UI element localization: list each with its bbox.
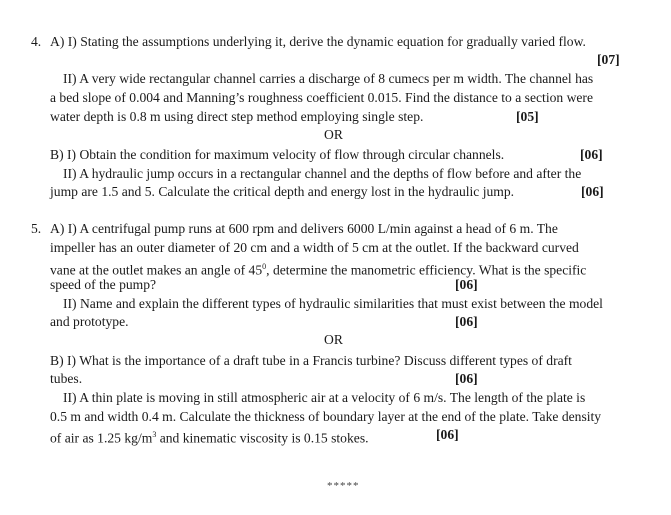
question-text: A) I) Stating the assumptions underlying it, derive the dynamic equation for gradually varied flow. (50, 34, 586, 49)
end-of-paper-stars: ***** (327, 480, 360, 492)
text-run: vane at the outlet makes an angle of 45 (50, 262, 263, 278)
text-run: of air as 1.25 kg/m (50, 430, 153, 446)
superscript: 3 (152, 430, 157, 439)
question-text: jump are 1.5 and 5. Calculate the critical depth and energy lost in the hydraulic jump. (50, 184, 515, 199)
question-text: II) A thin plate is moving in still atmospheric air at a velocity of 6 m/s. The length of the plate is (63, 390, 586, 405)
superscript: 0 (262, 262, 267, 271)
marks-label: [07] (597, 52, 620, 67)
question-text: water depth is 0.8 m using direct step method employing single step. (50, 109, 424, 124)
question-text: and prototype. (50, 314, 129, 329)
question-text: II) A hydraulic jump occurs in a rectangular channel and the depths of flow before and after the (63, 166, 582, 181)
question-text: a bed slope of 0.004 and Manning’s roughness coefficient 0.015. Find the distance to a section were (50, 90, 593, 105)
marks-label: [06] (581, 184, 604, 199)
text-run: , determine the manometric efficiency. What is the specific (266, 262, 587, 278)
marks-label: [06] (436, 427, 459, 442)
question-text: B) I) Obtain the condition for maximum velocity of flow through circular channels. (50, 147, 505, 162)
question-text: tubes. (50, 371, 83, 386)
question-text: speed of the pump? (50, 277, 157, 292)
question-text: II) A very wide rectangular channel carries a discharge of 8 cumecs per m width. The channel has (63, 71, 594, 86)
or-separator: OR (324, 332, 343, 347)
question-number: 5. (31, 221, 42, 236)
marks-label: [06] (455, 371, 478, 386)
marks-label: [06] (455, 277, 478, 292)
question-text: impeller has an outer diameter of 20 cm and a width of 5 cm at the outlet. If the backward curved (50, 240, 579, 255)
marks-label: [06] (580, 147, 603, 162)
question-text: A) I) A centrifugal pump runs at 600 rpm and delivers 6000 L/min against a head of 6 m. The (50, 221, 558, 236)
question-text: 0.5 m and width 0.4 m. Calculate the thickness of boundary layer at the end of the plate. Take density (50, 409, 602, 424)
or-separator: OR (324, 127, 343, 142)
question-text: II) Name and explain the different types of hydraulic similarities that must exist between the model (63, 296, 603, 311)
text-run: and kinematic viscosity is 0.15 stokes. (156, 430, 369, 446)
marks-label: [05] (516, 109, 539, 124)
question-text (50, 426, 369, 448)
question-text: B) I) What is the importance of a draft tube in a Francis turbine? Discuss different types of draft (50, 353, 572, 368)
marks-label: [06] (455, 314, 478, 329)
question-number: 4. (31, 34, 42, 49)
